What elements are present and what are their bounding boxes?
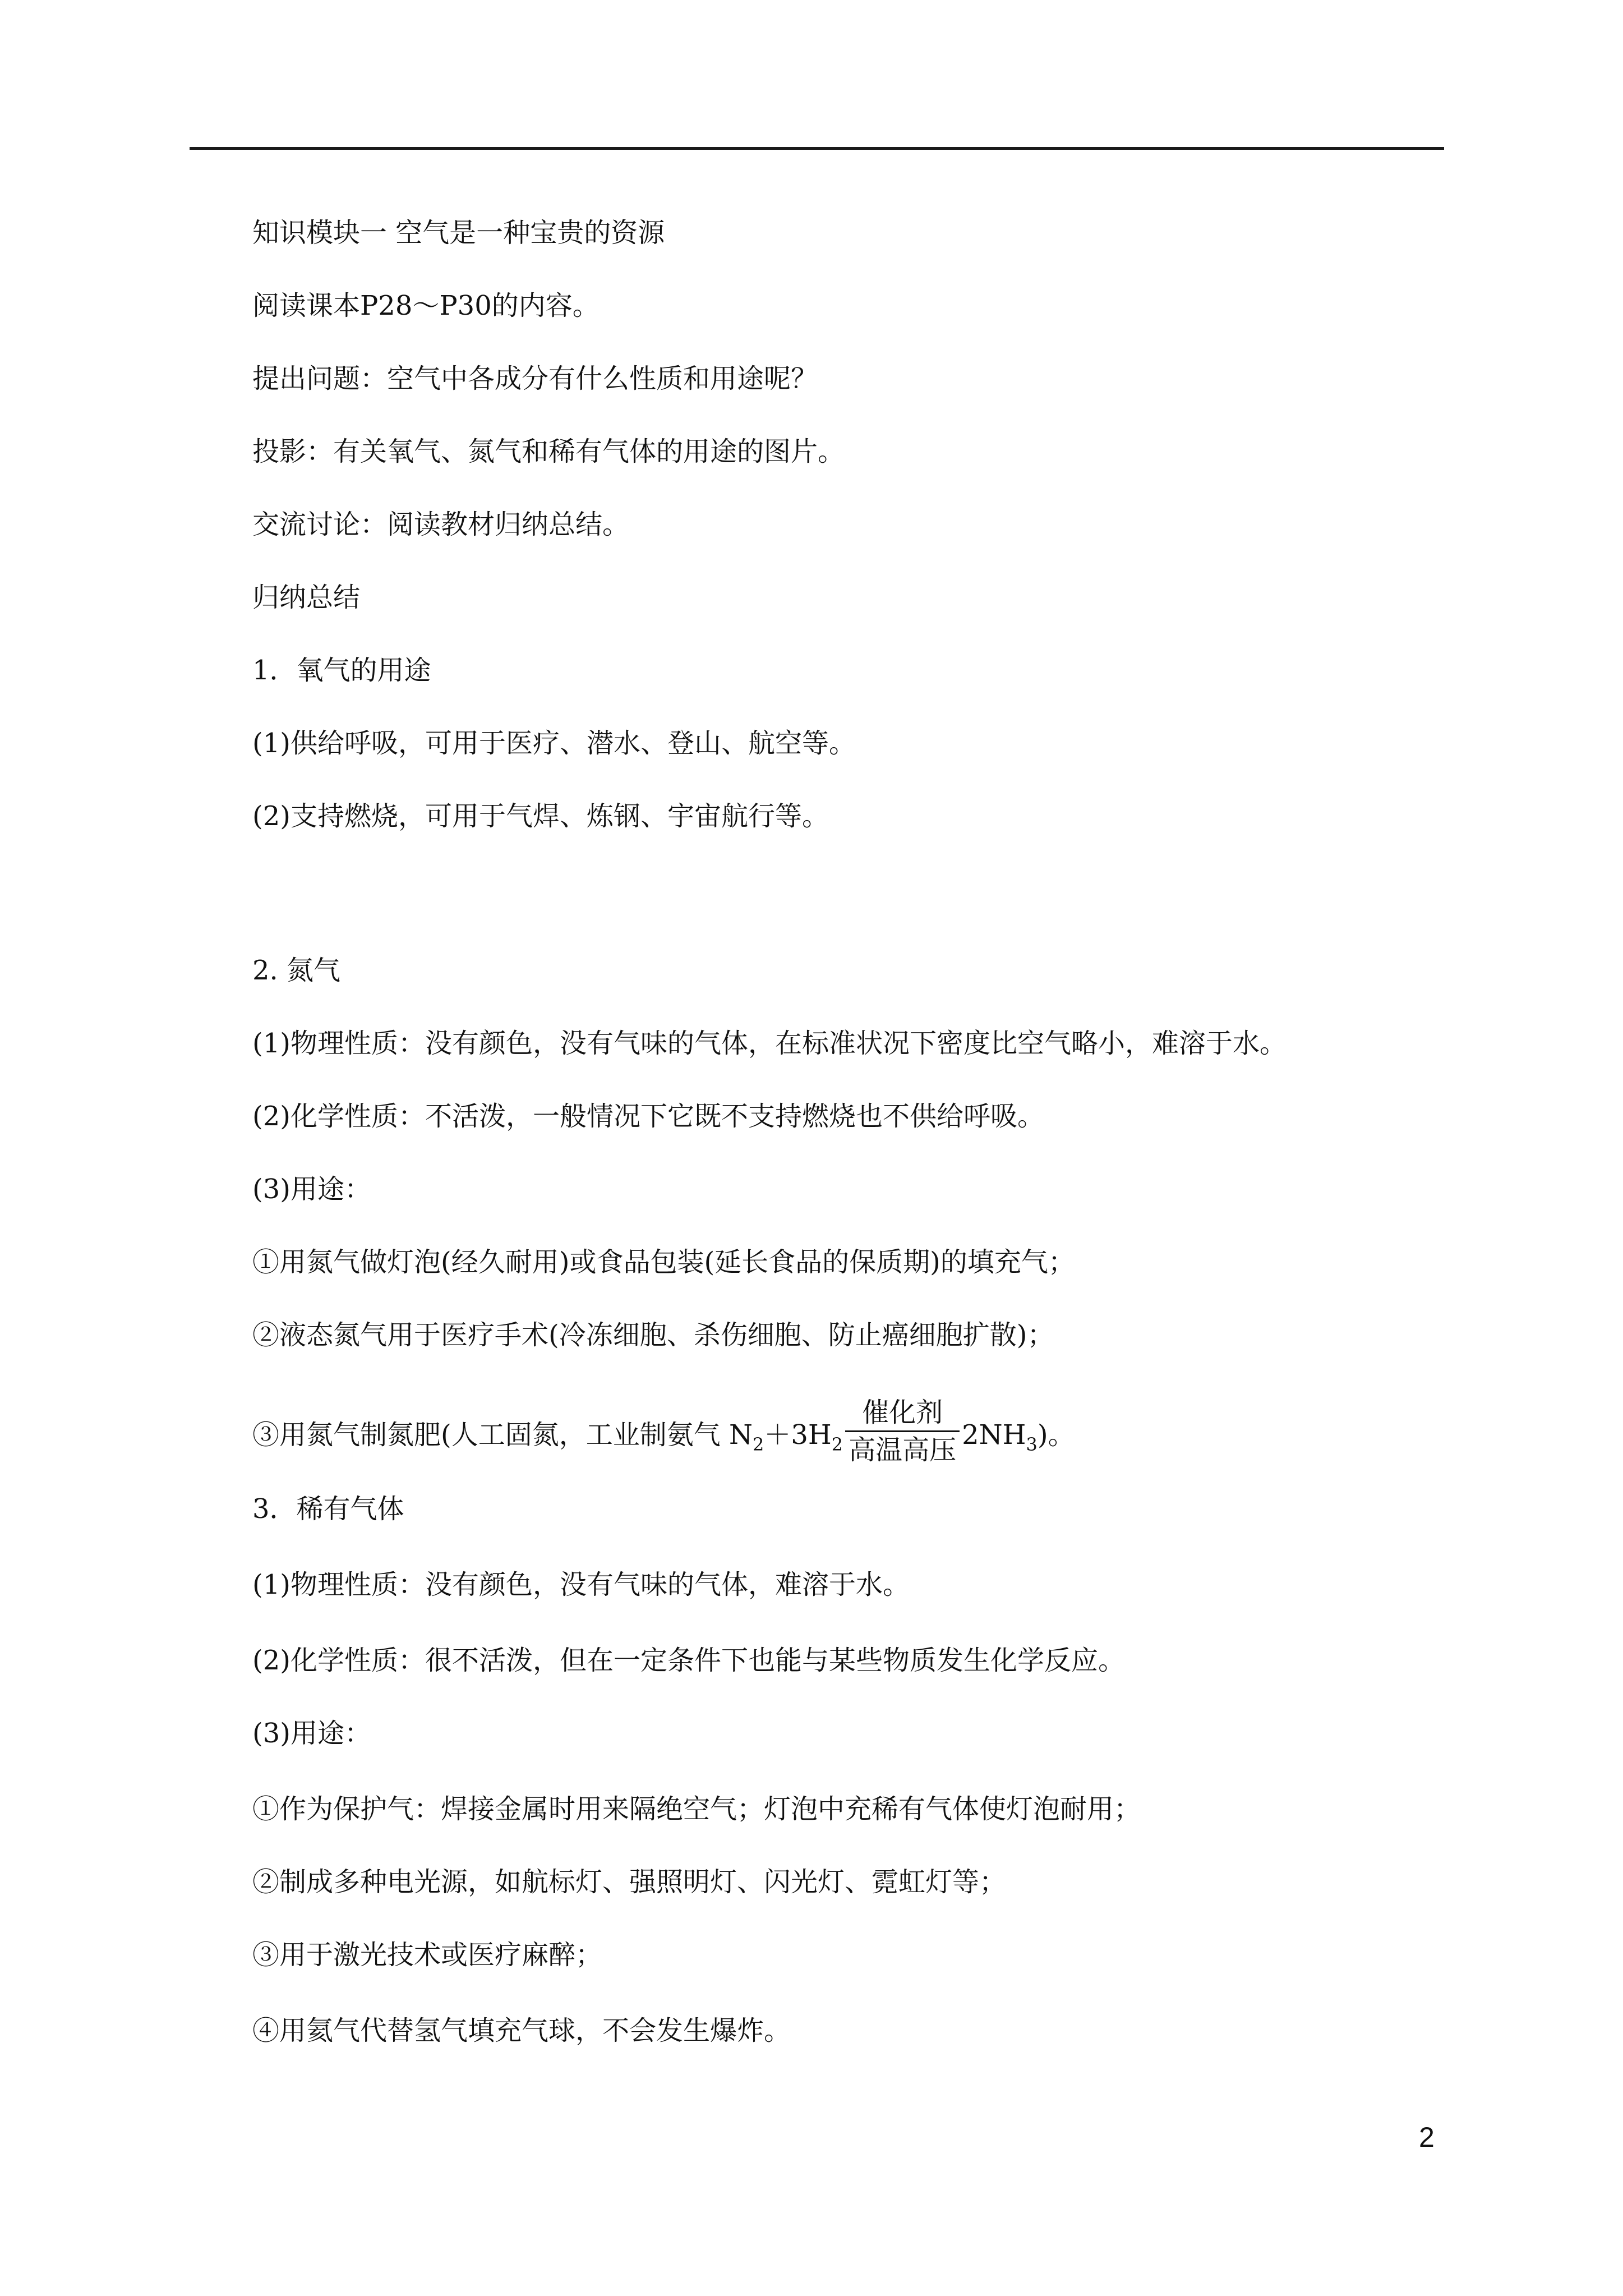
text-line: (3)用途： bbox=[252, 1174, 371, 1205]
header-rule bbox=[190, 147, 1444, 150]
subheading: 2. 氮气 bbox=[252, 955, 341, 986]
text-line: 投影：有关氧气、氮气和稀有气体的用途的图片。 bbox=[252, 436, 845, 467]
subheading: 1．氧气的用途 bbox=[252, 655, 431, 686]
reaction-condition bbox=[845, 1397, 960, 1466]
section-title: 知识模块一 空气是一种宝贵的资源 bbox=[252, 217, 665, 249]
text-line: ④用氦气代替氢气填充气球，不会发生爆炸。 bbox=[252, 2015, 791, 2046]
text-line: 提出问题：空气中各成分有什么性质和用途呢？ bbox=[252, 363, 818, 394]
catalyst-label: 催化剂 bbox=[845, 1397, 960, 1432]
equation-product: 2NH bbox=[962, 1419, 1026, 1451]
text-line: (1)物理性质：没有颜色，没有气味的气体，在标准状况下密度比空气略小，难溶于水。 bbox=[252, 1028, 1287, 1059]
subheading: 3．稀有气体 bbox=[252, 1493, 404, 1525]
text-line: (2)化学性质：不活泼，一般情况下它既不支持燃烧也不供给呼吸。 bbox=[252, 1101, 1044, 1132]
subscript: 2 bbox=[753, 1434, 764, 1455]
text-line: 阅读课本P28～P30的内容。 bbox=[252, 290, 600, 321]
text-line: (1)供给呼吸，可用于医疗、潜水、登山、航空等。 bbox=[252, 728, 856, 759]
text-line: ③用于激光技术或医疗麻醉； bbox=[252, 1939, 603, 1971]
equation-prefix: ③用氮气制氮肥(人工固氮，工业制氨气 N bbox=[252, 1419, 753, 1451]
text-line: 交流讨论：阅读教材归纳总结。 bbox=[252, 509, 630, 540]
text-line: (1)物理性质：没有颜色，没有气味的气体，难溶于水。 bbox=[252, 1569, 910, 1600]
equation-plus: ＋3H bbox=[764, 1419, 832, 1451]
condition-label: 高温高压 bbox=[849, 1434, 957, 1466]
text-line: ②制成多种电光源，如航标灯、强照明灯、闪光灯、霓虹灯等； bbox=[252, 1866, 1007, 1898]
subscript: 2 bbox=[831, 1434, 843, 1455]
text-line: (3)用途： bbox=[252, 1718, 371, 1749]
text-line: ①用氮气做灯泡(经久耐用)或食品包装(延长食品的保质期)的填充气； bbox=[252, 1246, 1075, 1278]
text-line: ①作为保护气：焊接金属时用来隔绝空气；灯泡中充稀有气体使灯泡耐用； bbox=[252, 1793, 1141, 1825]
text-line: ②液态氮气用于医疗手术(冷冻细胞、杀伤细胞、防止癌细胞扩散)； bbox=[252, 1319, 1054, 1351]
equation-line bbox=[252, 1397, 1075, 1471]
subheading: 归纳总结 bbox=[252, 582, 361, 613]
text-line: (2)化学性质：很不活泼，但在一定条件下也能与某些物质发生化学反应。 bbox=[252, 1645, 1125, 1676]
subscript: 3 bbox=[1026, 1434, 1038, 1455]
text-line: (2)支持燃烧，可用于气焊、炼钢、宇宙航行等。 bbox=[252, 800, 829, 832]
page-number: 2 bbox=[1419, 2122, 1435, 2153]
equation-suffix: )。 bbox=[1037, 1419, 1075, 1451]
